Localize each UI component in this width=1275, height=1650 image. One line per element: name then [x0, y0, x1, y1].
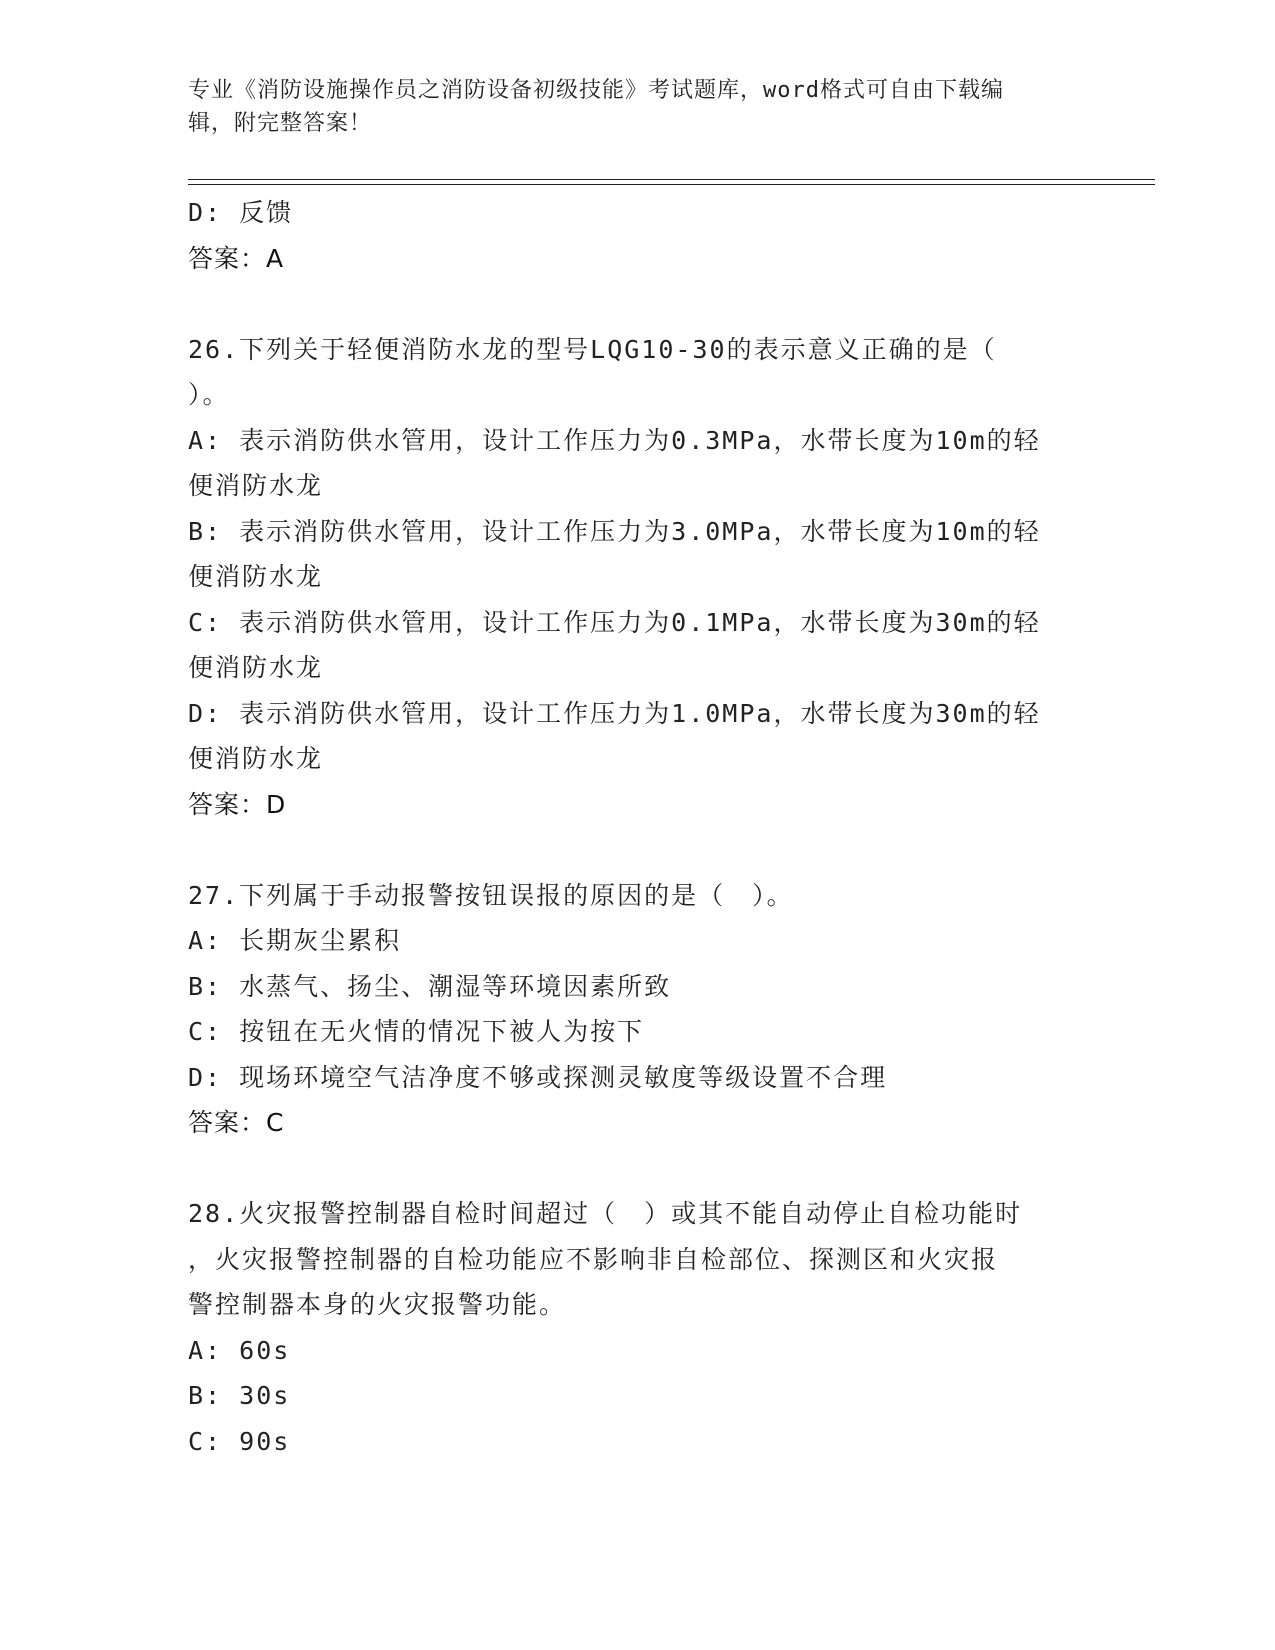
answer-line: 答案：C: [188, 1108, 285, 1137]
option-a: A: 表示消防供水管用，设计工作压力为0.3MPa，水带长度为10m的轻: [188, 425, 1041, 455]
spacer: [188, 827, 1088, 873]
question-26: [188, 327, 1088, 828]
question-stem-line: 警控制器本身的火灾报警功能。: [188, 1290, 567, 1319]
option-b: B: 表示消防供水管用，设计工作压力为3.0MPa，水带长度为10m的轻: [188, 516, 1041, 546]
option-d: D: 表示消防供水管用，设计工作压力为1.0MPa，水带长度为30m的轻: [188, 698, 1041, 728]
answer-line: 答案：A: [188, 243, 285, 273]
question-28: [188, 1191, 1088, 1464]
option-d-continuation: 便消防水龙: [188, 744, 324, 773]
option-a: A: 60s: [188, 1335, 291, 1365]
question-stem-line: ，火灾报警控制器的自检功能应不影响非自检部位、探测区和火灾报: [188, 1244, 999, 1274]
question-27: [188, 873, 1088, 1146]
option-c: C: 表示消防供水管用，设计工作压力为0.1MPa，水带长度为30m的轻: [188, 607, 1041, 637]
question-stem-line: 28.火灾报警控制器自检时间超过（ ）或其不能自动停止自检功能时: [188, 1199, 1023, 1228]
answer-line: 答案：D: [188, 789, 287, 819]
question-stem-line: 26.下列关于轻便消防水龙的型号LQG10-30的表示意义正确的是（: [188, 334, 997, 364]
option-b: B: 水蒸气、扬尘、潮湿等环境因素所致: [188, 971, 672, 1001]
header-line-2: 辑，附完整答案！: [188, 111, 373, 136]
question-content: [188, 190, 1088, 1464]
header-divider-top: [188, 179, 1155, 180]
document-header: [188, 74, 1088, 140]
option-c: C: 按钮在无火情的情况下被人为按下: [188, 1017, 645, 1046]
option-d: D: 反馈: [188, 198, 294, 227]
option-b: B: 30s: [188, 1381, 291, 1410]
header-divider-bottom: [188, 184, 1155, 185]
option-c-continuation: 便消防水龙: [188, 653, 324, 682]
spacer: [188, 1146, 1088, 1192]
option-d: D: 现场环境空气洁净度不够或探测灵敏度等级设置不合理: [188, 1062, 888, 1092]
option-b-continuation: 便消防水龙: [188, 562, 324, 591]
header-line-1: 专业《消防设施操作员之消防设备初级技能》考试题库，word格式可自由下载编: [188, 78, 1004, 103]
question-stem-line: 27.下列属于手动报警按钮误报的原因的是（ ）。: [188, 880, 794, 910]
option-a: A: 长期灰尘累积: [188, 926, 402, 955]
question-stem-line: ）。: [188, 380, 230, 409]
option-c: C: 90s: [188, 1426, 291, 1456]
option-a-continuation: 便消防水龙: [188, 471, 324, 500]
spacer: [188, 281, 1088, 327]
previous-question-tail: [188, 190, 1088, 281]
